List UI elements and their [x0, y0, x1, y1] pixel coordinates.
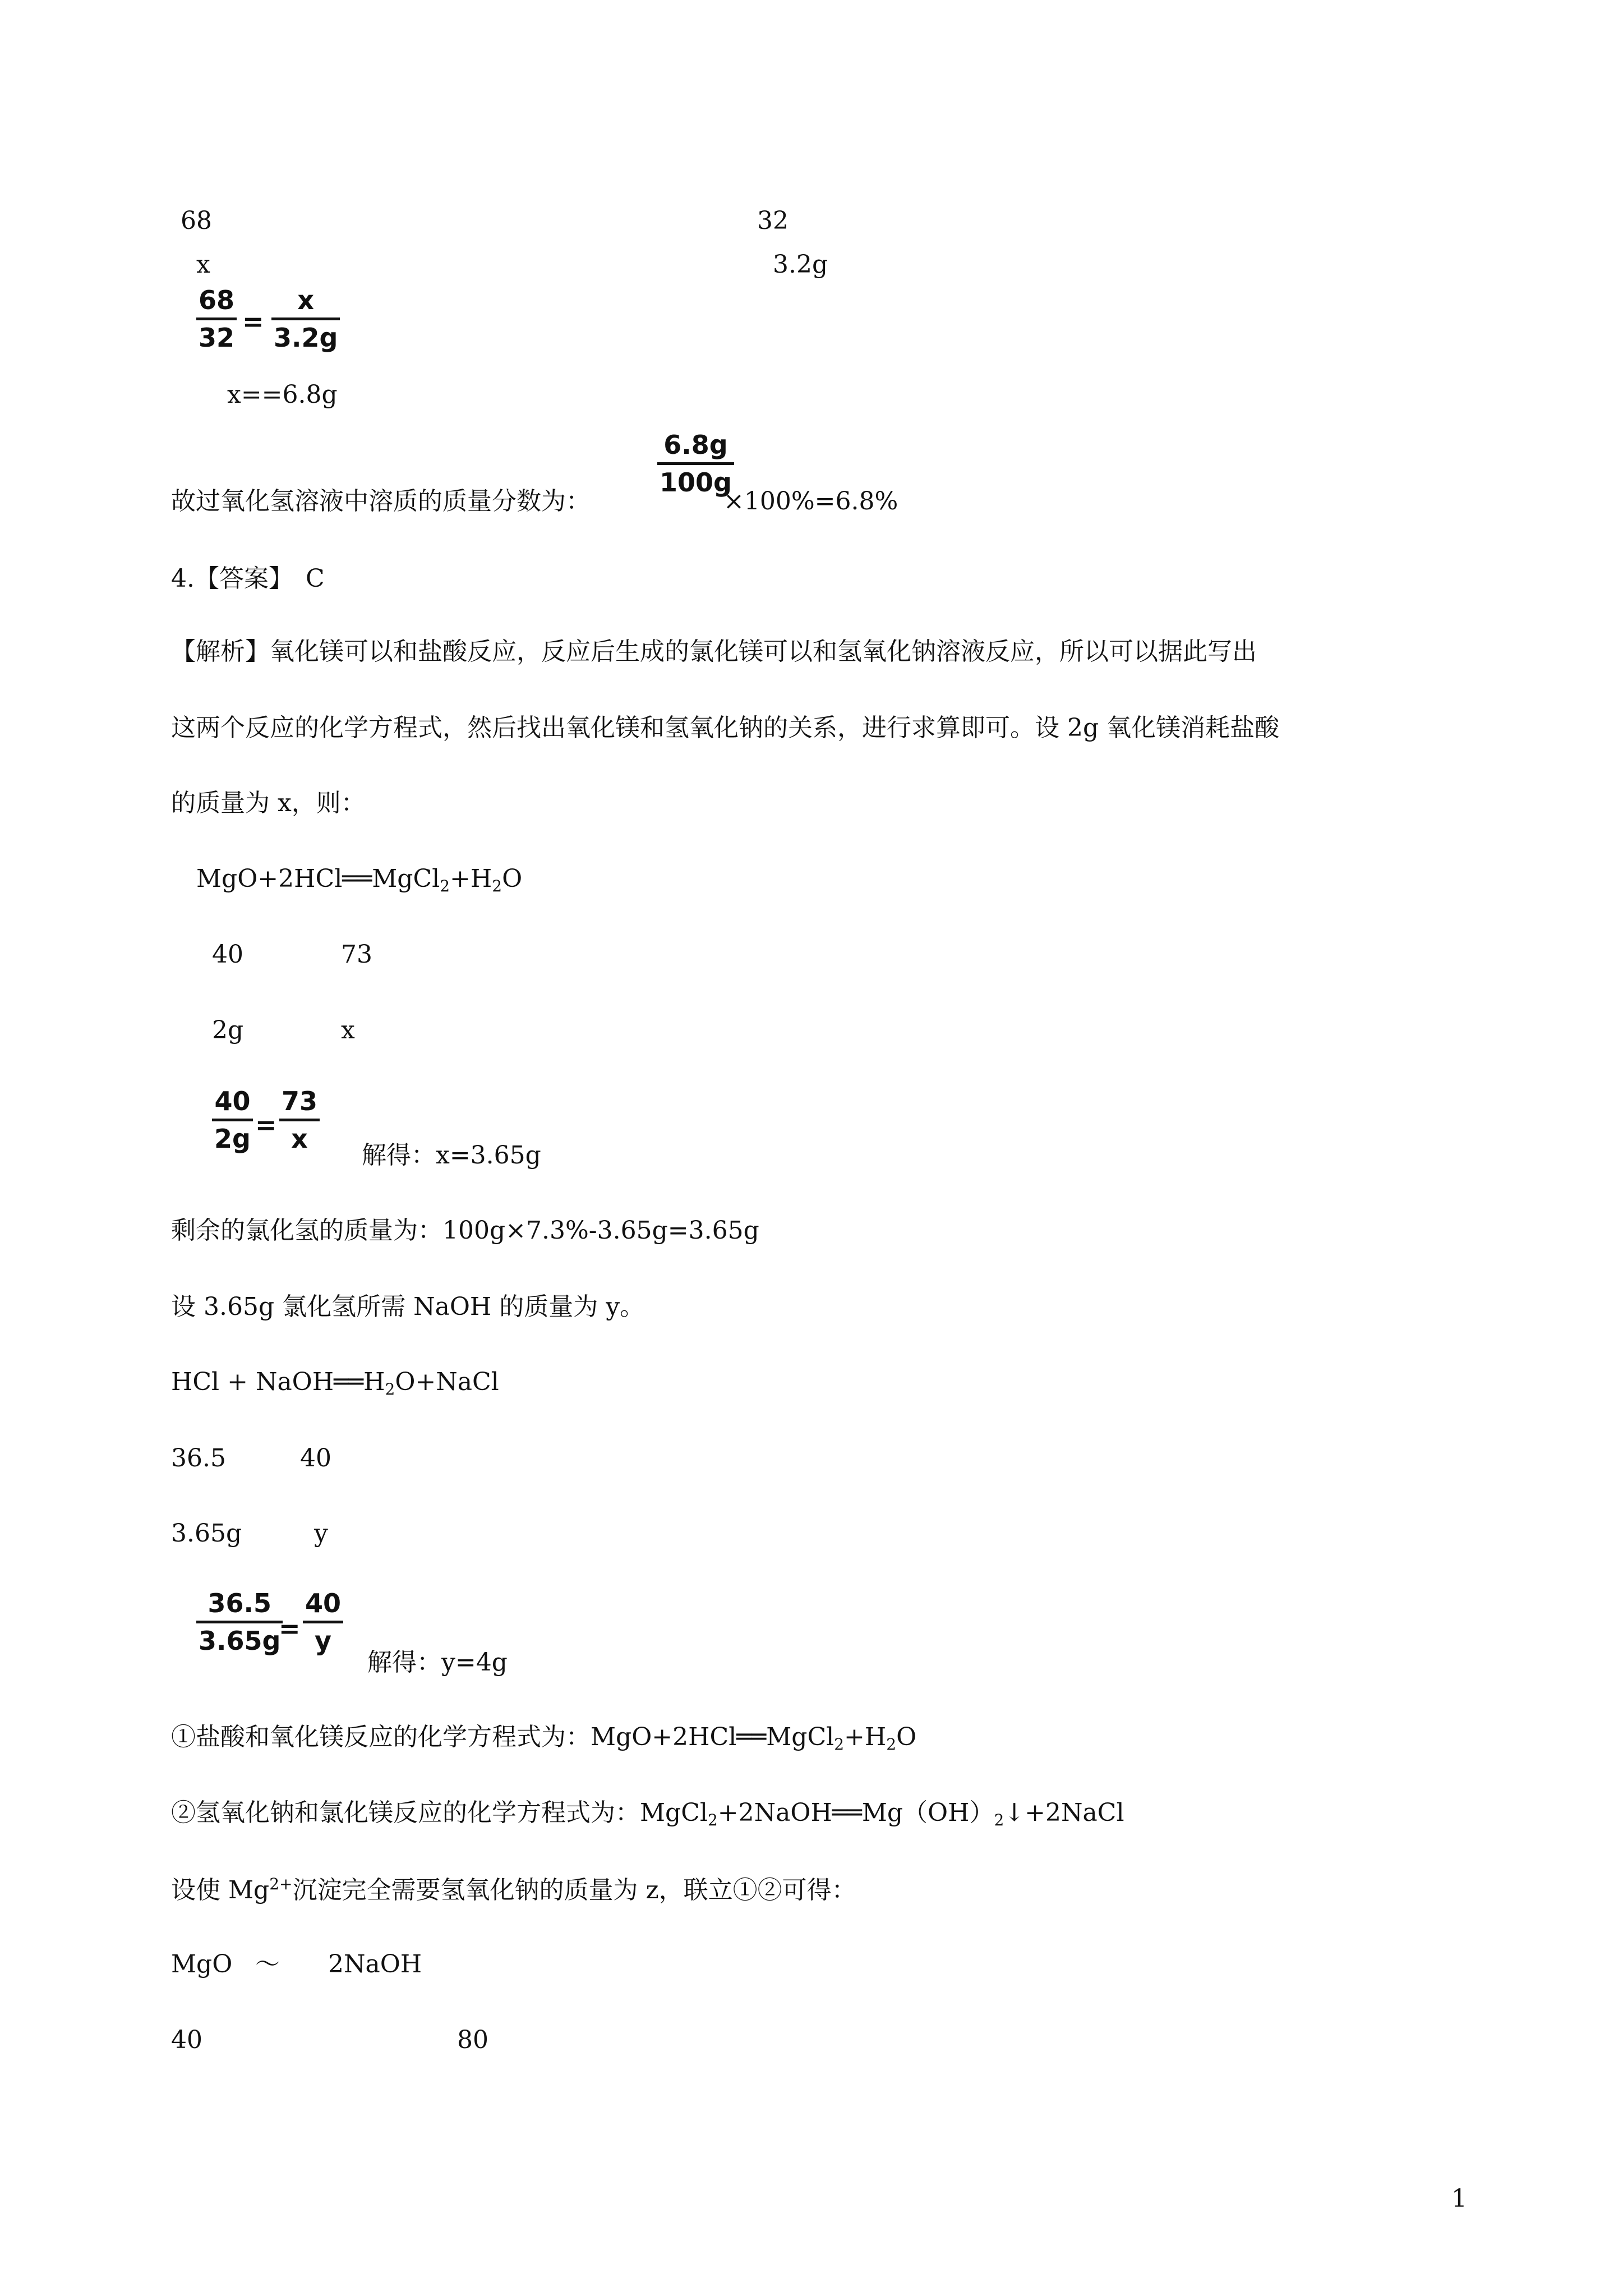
fraction-bar — [279, 1119, 320, 1121]
fraction-6.8g-100g — [657, 430, 734, 498]
eq2-row-2-left: 3.65g — [171, 1519, 242, 1548]
fraction-denominator: 2g — [214, 1124, 251, 1154]
equals-sign: = — [255, 1110, 277, 1140]
relation-tilde: ～ — [255, 1950, 280, 1978]
fraction-40-y — [303, 1590, 343, 1654]
set-y: 设 3.65g 氯化氢所需 NaOH 的质量为 y。 — [171, 1292, 645, 1321]
fraction-bar — [196, 318, 237, 320]
eq1-row-1-right: 73 — [341, 940, 372, 969]
answer-line: 4.【答案】 C — [171, 564, 325, 593]
solve-x: 解得：x=3.65g — [362, 1141, 541, 1170]
remaining-hcl: 剩余的氯化氢的质量为：100g×7.3%-3.65g=3.65g — [171, 1216, 759, 1245]
fraction-36.5-3.65g — [196, 1590, 283, 1654]
page-number: 1 — [1451, 2184, 1467, 2213]
relation-row-right: 80 — [457, 2026, 488, 2054]
ratio-row-1-left: 68 — [181, 206, 212, 235]
fraction-73-x — [279, 1088, 320, 1152]
eq1-row-2-left: 2g — [212, 1016, 244, 1045]
fraction-denominator: 3.2g — [274, 323, 338, 353]
fraction-numerator: 68 — [199, 285, 235, 315]
fraction-denominator: 100g — [660, 467, 732, 498]
fraction-x-3.2g — [271, 287, 340, 351]
ratio-row-2-right: 3.2g — [773, 250, 828, 279]
reaction-2-line: ②氢氧化钠和氯化镁反应的化学方程式为：$MgCl_2+2NaOH══Mg(OH)_2↓+2NaCl$ — [171, 1798, 1124, 1829]
ratio-row-2-left: x — [196, 250, 210, 279]
fraction-numerator: 36.5 — [208, 1588, 271, 1618]
fraction-40-2g — [212, 1088, 253, 1152]
fraction-denominator: y — [315, 1626, 331, 1656]
analysis-line-3: 的质量为 x，则： — [171, 789, 366, 817]
eq2-row-2-right: y — [314, 1519, 328, 1548]
fraction-numerator: 73 — [282, 1086, 318, 1116]
reaction-1-line: ①盐酸和氧化镁反应的化学方程式为：$MgO+2HCl══MgCl_2+H_2O$ — [171, 1723, 917, 1754]
eq1-row-2-right: x — [341, 1016, 355, 1045]
eq2-row-1-left: 36.5 — [171, 1444, 226, 1473]
fraction-numerator: 40 — [305, 1588, 342, 1618]
fraction-numerator: 40 — [214, 1086, 251, 1116]
conclusion-tail: ×100%=6.8% — [723, 487, 898, 516]
fraction-bar — [271, 318, 340, 320]
relation-row-left: 40 — [171, 2026, 202, 2054]
fraction-bar — [657, 462, 734, 465]
fraction-denominator: 3.65g — [199, 1626, 281, 1656]
relation-left: MgO — [171, 1950, 233, 1978]
equation-mgo-hcl: $MgO+2HCl══MgCl_2+H_2O$ — [196, 864, 523, 895]
analysis-line-2: 这两个反应的化学方程式，然后找出氧化镁和氢氧化钠的关系，进行求算即可。设 2g 氧化镁消耗盐酸 — [171, 714, 1280, 742]
equals-sign: = — [279, 1613, 301, 1644]
conclusion-label: 故过氧化氢溶液中溶质的质量分数为： — [171, 487, 591, 516]
equals-sign: = — [242, 306, 264, 337]
equation-hcl-naoh: HCl + $NaOH══H_2O+NaCl$ — [171, 1368, 499, 1398]
fraction-68-32 — [196, 287, 237, 351]
fraction-bar — [196, 1621, 283, 1623]
result-x: x==6.8g — [227, 380, 338, 409]
analysis-line-1: 【解析】氧化镁可以和盐酸反应，反应后生成的氯化镁可以和氢氧化钠溶液反应，所以可以据此写出 — [171, 637, 1257, 666]
fraction-numerator: x — [297, 285, 315, 315]
eq1-row-1-left: 40 — [212, 940, 243, 969]
ratio-row-1-right: 32 — [757, 206, 789, 235]
fraction-denominator: x — [291, 1124, 308, 1154]
fraction-bar — [212, 1119, 253, 1121]
fraction-denominator: 32 — [199, 323, 235, 353]
set-z-line: 设使 $Mg^{2+}$沉淀完全需要氢氧化钠的质量为 z，联立①②可得： — [171, 1875, 856, 1904]
relation-right: 2NaOH — [328, 1950, 422, 1978]
fraction-bar — [303, 1621, 343, 1623]
fraction-numerator: 6.8g — [663, 430, 728, 460]
solve-y: 解得：y=4g — [367, 1648, 508, 1677]
eq2-row-1-right: 40 — [300, 1444, 331, 1473]
